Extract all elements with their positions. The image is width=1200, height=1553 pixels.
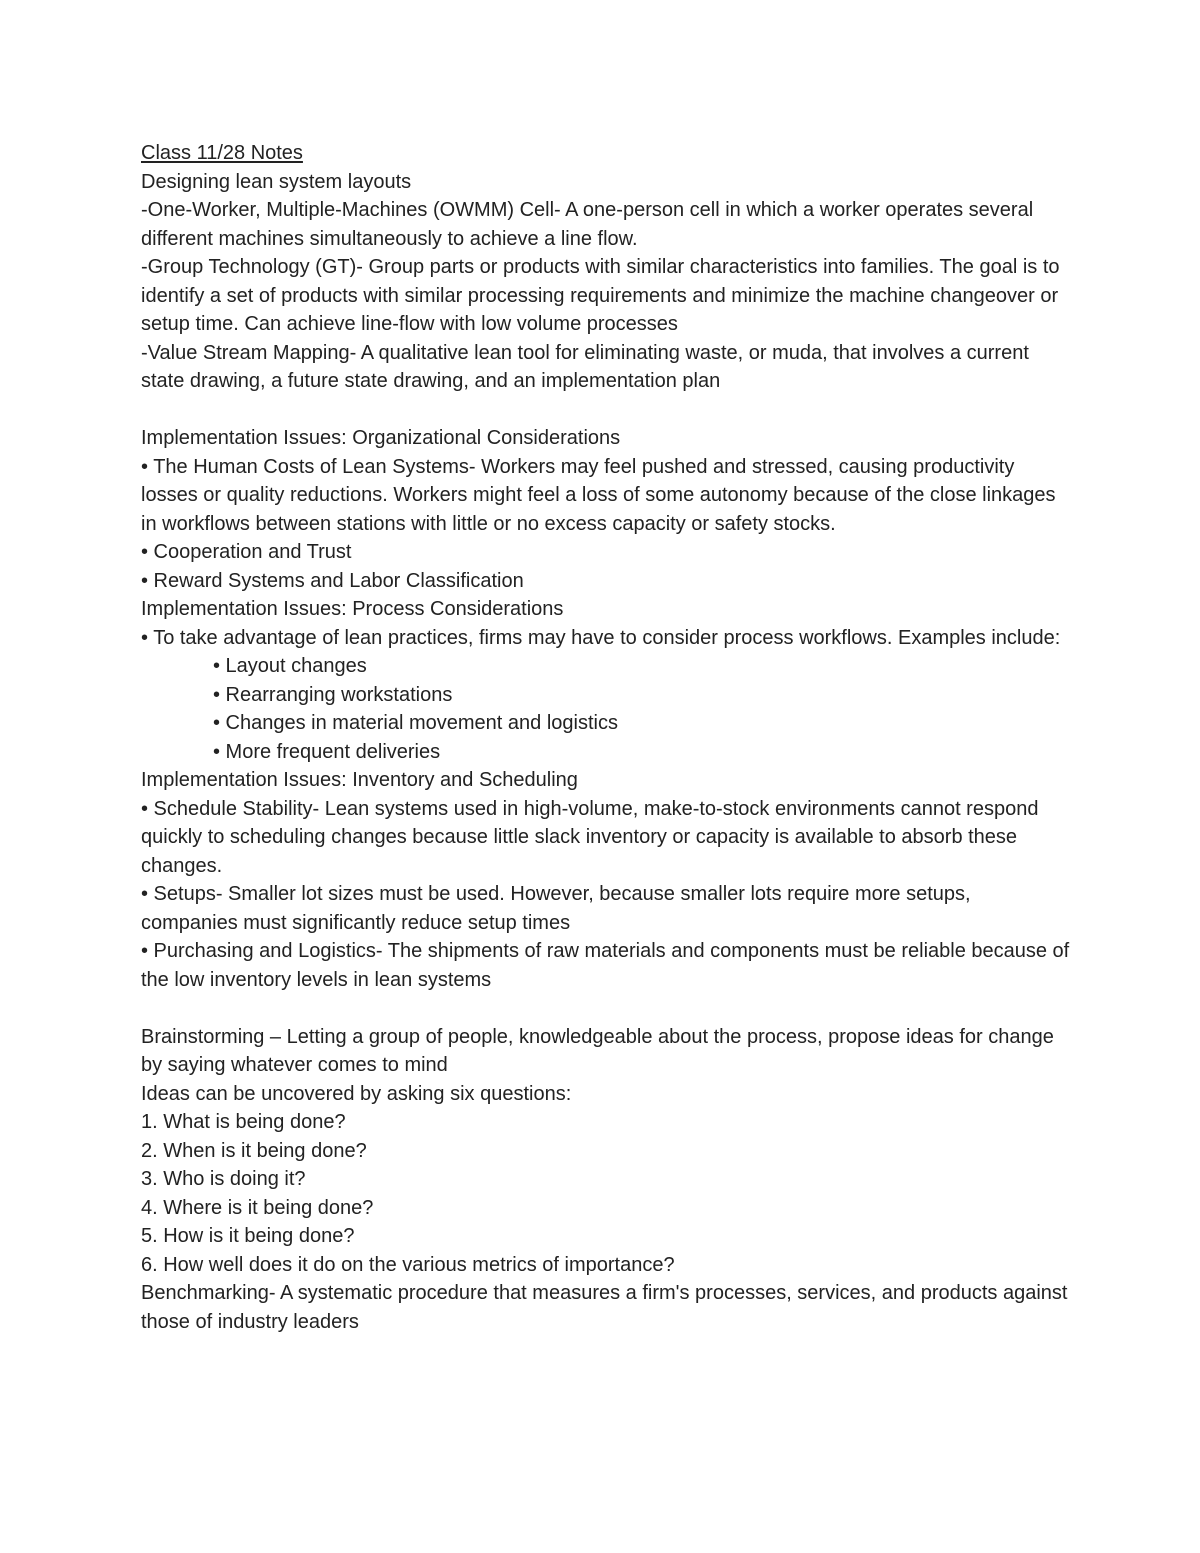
- numbered-item: 6. How well does it do on the various metrics of importance?: [141, 1253, 675, 1276]
- benchmarking-paragraph: Benchmarking- A systematic procedure that measures a firm's processes, services, and products against those of industry leaders: [141, 1282, 1074, 1333]
- numbered-item: 1. What is being done?: [141, 1111, 346, 1133]
- section-heading-organizational: Implementation Issues: Organizational Considerations: [141, 427, 621, 449]
- questions-intro: Ideas can be uncovered by asking six questions:: [141, 1082, 572, 1105]
- list-item: • Purchasing and Logistics- The shipments of raw materials and components must be reliable because of the low inventory levels in lean systems: [141, 940, 1075, 991]
- sub-list-item: • More frequent deliveries: [213, 740, 441, 763]
- list-item: • Schedule Stability- Lean systems used in high-volume, make-to-stock environments cannot respond quickly to scheduling changes because little slack inventory or capacity is available to absorb these changes.: [141, 797, 1045, 877]
- owmm-paragraph: -One-Worker, Multiple-Machines (OWMM) Cell- A one-person cell in which a worker operates several different machines simultaneously to achieve a line flow.: [141, 199, 1039, 250]
- section-heading-inventory: Implementation Issues: Inventory and Scheduling: [141, 769, 578, 791]
- document-title: Class 11/28 Notes: [141, 142, 303, 164]
- list-item: • Cooperation and Trust: [141, 541, 352, 563]
- numbered-item: 2. When is it being done?: [141, 1139, 367, 1162]
- list-item: • Reward Systems and Labor Classification: [141, 569, 524, 592]
- blank-line: [141, 396, 1071, 425]
- section-heading-layouts: Designing lean system layouts: [141, 170, 412, 193]
- numbered-item: 4. Where is it being done?: [141, 1196, 374, 1219]
- sub-list-item: • Layout changes: [213, 655, 367, 677]
- document-page: [141, 139, 1075, 1336]
- list-item: • To take advantage of lean practices, firms may have to consider process workflows. Examples include:: [141, 626, 1061, 649]
- list-item: • The Human Costs of Lean Systems- Workers may feel pushed and stressed, causing productivity losses or quality reductions. Workers might feel a loss of some autonomy because of the close linkages in workflows between stations with little or no excess capacity or safety stocks.: [141, 455, 1062, 535]
- sub-list-item: • Rearranging workstations: [213, 683, 453, 706]
- value-stream-mapping-paragraph: -Value Stream Mapping- A qualitative lean tool for eliminating waste, or muda, that involves a current state drawing, a future state drawing, and an implementation plan: [141, 341, 1035, 392]
- section-heading-process: Implementation Issues: Process Considerations: [141, 598, 564, 620]
- brainstorming-paragraph: Brainstorming – Letting a group of people, knowledgeable about the process, propose ideas for change by saying whatever comes to mind: [141, 1025, 1060, 1076]
- blank-line: [141, 994, 1071, 1023]
- group-technology-paragraph: -Group Technology (GT)- Group parts or products with similar characteristics into families. The goal is to identify a set of products with similar processing requirements and minimize the machine changeover or setup time. Can achieve line-flow with low volume processes: [141, 256, 1066, 335]
- numbered-item: 5. How is it being done?: [141, 1225, 355, 1247]
- list-item: • Setups- Smaller lot sizes must be used. However, because smaller lots require more setups, companies must significantly reduce setup times: [141, 883, 977, 934]
- sub-list-item: • Changes in material movement and logistics: [213, 712, 618, 734]
- numbered-item: 3. Who is doing it?: [141, 1168, 306, 1190]
